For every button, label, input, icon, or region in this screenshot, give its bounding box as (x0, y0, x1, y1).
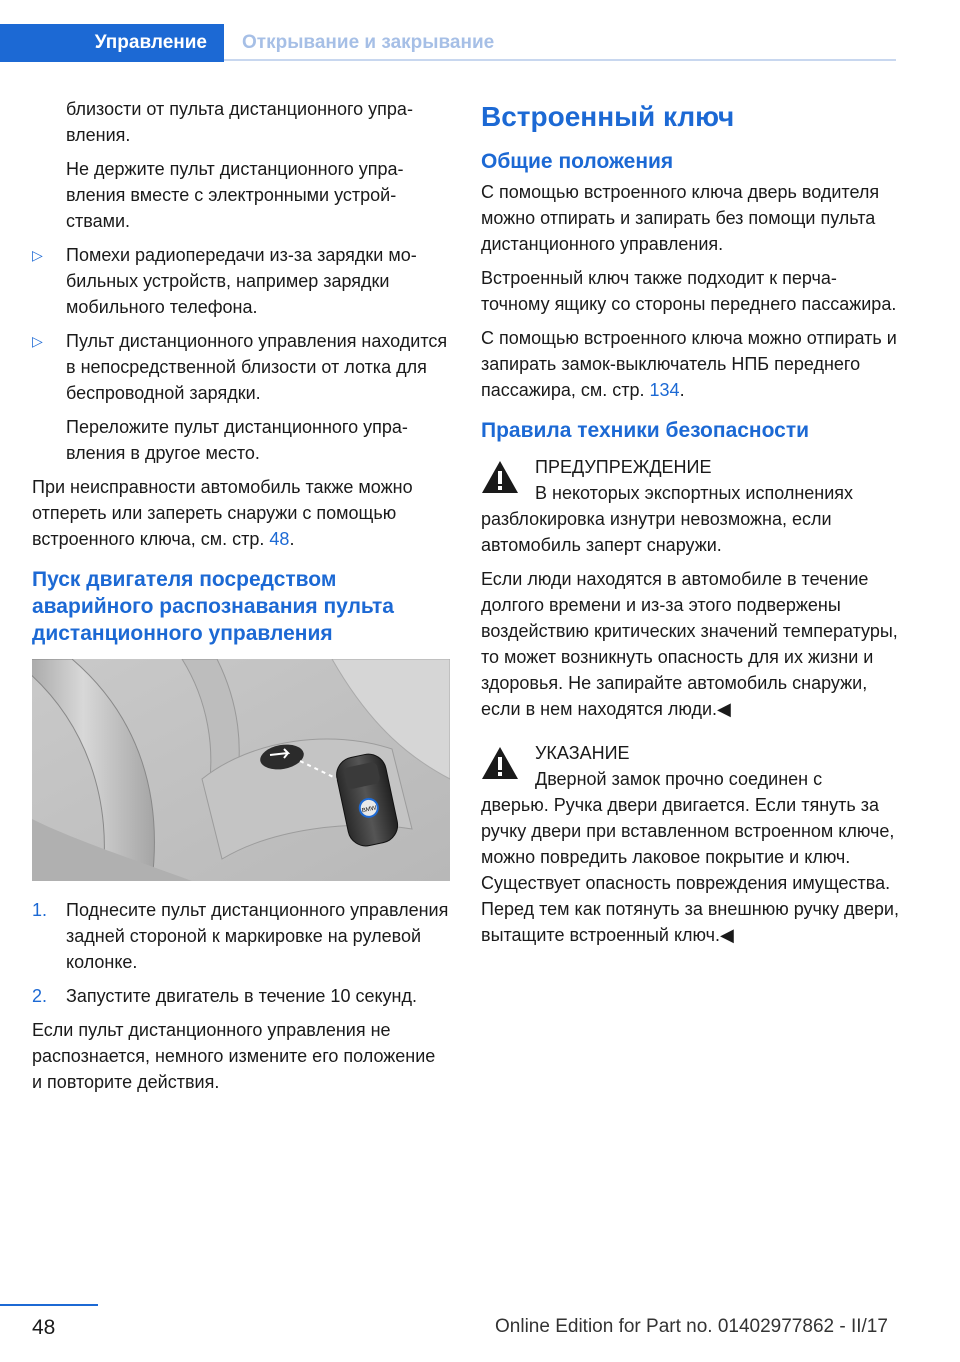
paragraph: С помощью встроенного ключа дверь водителя можно отпирать и запирать без помощи пульта дистанционного управления. (481, 182, 880, 254)
paragraph: Если люди находятся в автомобиле в течение долгого времени и из-за этого подвержены воздействию критических значений температуры, то может возникнуть опасность для их жизни и здоровья. Не запирайте автомобиль снаружи, если в нем находятся люди.◀ (481, 569, 898, 719)
paragraph: Встроенный ключ также подходит к перчаточному ящику со стороны переднего пассажира. (481, 268, 897, 314)
notice-block (481, 740, 899, 948)
paragraph: Переложите пульт дистанционного управления в другое место. (66, 417, 408, 463)
footer-rule (0, 1304, 98, 1306)
warning-text: В некоторых экспортных исполнениях (535, 483, 854, 503)
warning-text: разблокировка изнутри невозможна, если автомобиль заперт снаружи. (481, 509, 832, 555)
tab-opening-closing[interactable]: Открывание и закрывание (242, 32, 495, 53)
triangle-bullet-icon: ▷ (32, 247, 43, 263)
paragraph: С помощью встроенного ключа можно отпирать и запирать замок-выключатель НПБ переднего пассажира, см. стр. 134. (481, 328, 897, 400)
triangle-bullet-icon: ▷ (32, 333, 43, 349)
list-item-text: Пульт дистанционного управления находится в непосредственной близости от лотка для беспроводной зарядки. (66, 331, 448, 403)
tab-controls[interactable]: Управление (0, 24, 224, 62)
list-item-text: Помехи радиопередачи из-за зарядки мобильных устройств, например зарядки мобильного телефона. (66, 245, 417, 317)
section-heading: Правила техники безопасности (481, 419, 810, 442)
paragraph: Если пульт дистанционного управления не распознается, немного измените его положение и повторите действия. (32, 1020, 436, 1092)
paragraph: Не держите пульт дистанционного управления вместе с электронными устройствами. (66, 159, 404, 231)
list-item (32, 328, 450, 406)
warning-block (481, 454, 899, 722)
step-number: 2. (32, 986, 48, 1006)
illustration-svg (32, 659, 450, 881)
warning-label: ПРЕДУПРЕЖДЕНИЕ (535, 457, 712, 477)
step-text: Запустите двигатель в течение 10 секунд. (66, 986, 417, 1006)
step-text: Поднесите пульт дистанционного управления задней стороной к маркировке на рулевой колонке. (66, 900, 449, 972)
warning-triangle-icon (481, 460, 519, 494)
step-item (32, 983, 450, 1009)
notice-text: Дверной замок прочно соединен с (535, 769, 823, 789)
chapter-tabbar (0, 24, 896, 62)
steering-column-illustration (32, 659, 450, 881)
right-column (481, 96, 899, 958)
notice-text: дверью. Ручка двери двигается. Если тянуть за ручку двери при вставленном встроенном ключе, можно повредить лаковое покрытие и ключ. Существует опасность повреждения имущества. Перед тем как потянуть за внешнюю ручку двери, вытащите встроенный ключ.◀ (481, 795, 899, 945)
tab-divider (224, 59, 896, 61)
section-heading: Общие положения (481, 150, 674, 173)
edition-footer: Online Edition for Part no. 01402977862 - II/17 (495, 1316, 888, 1337)
step-item (32, 897, 450, 975)
section-heading: Пуск двигателя посредством аварийного распознавания пульта дистанционного управления (32, 568, 394, 645)
notice-triangle-icon (481, 746, 519, 780)
left-column (32, 96, 450, 1103)
step-number: 1. (32, 900, 48, 920)
list-item (32, 242, 450, 320)
page-title: Встроенный ключ (481, 101, 735, 132)
paragraph: При неисправности автомобиль также можно отпереть или запереть снаружи с помощью встроенного ключа, см. стр. 48. (32, 477, 413, 549)
bmw-logo-icon: BMW (361, 805, 377, 815)
page-link[interactable]: 134 (649, 380, 680, 400)
page-number: 48 (32, 1316, 56, 1339)
page-link[interactable]: 48 (269, 529, 290, 549)
notice-label: УКАЗАНИЕ (535, 743, 630, 763)
paragraph: близости от пульта дистанционного управления. (66, 99, 413, 145)
